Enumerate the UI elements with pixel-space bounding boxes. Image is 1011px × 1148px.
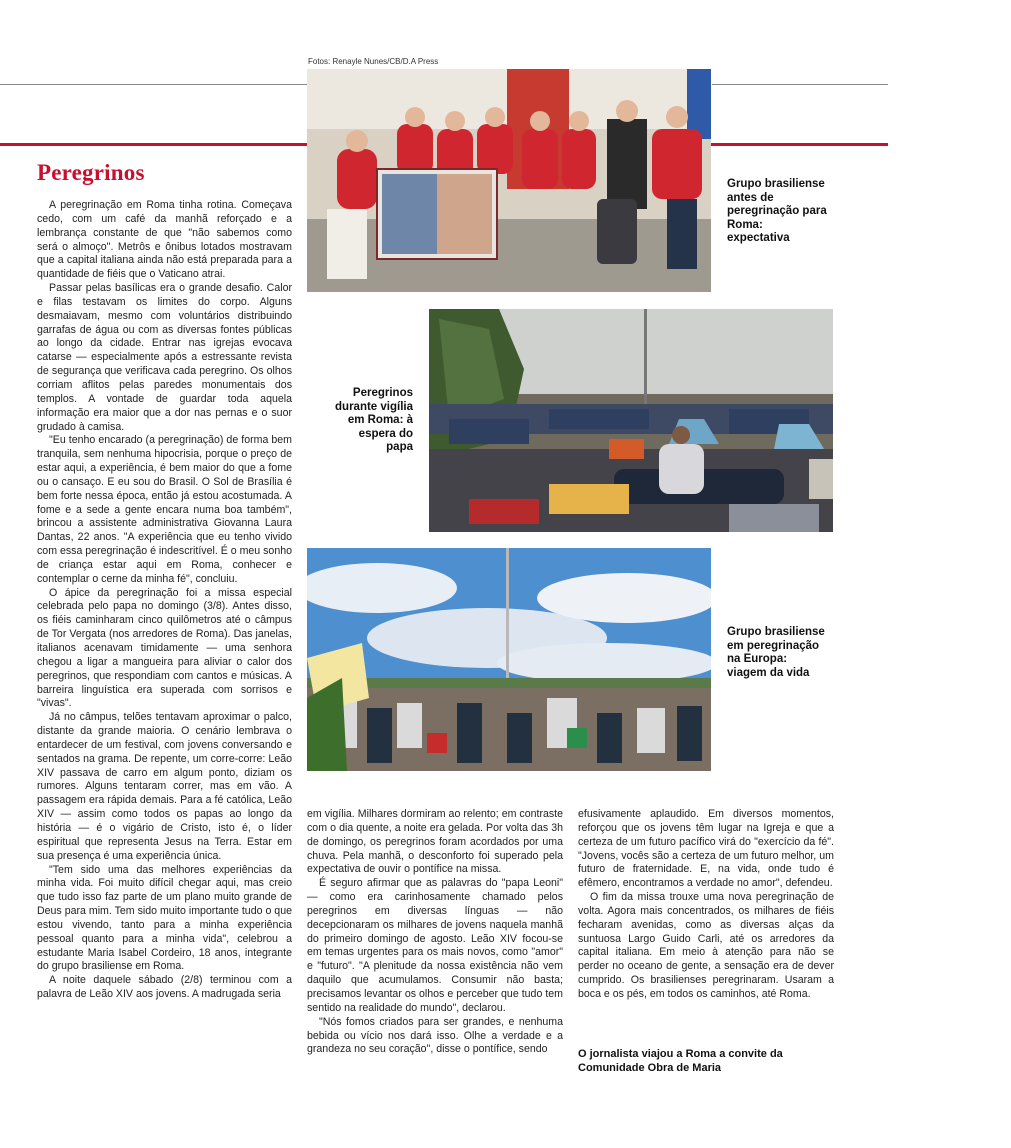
header-gray-rule-right xyxy=(712,84,888,85)
column-1-paragraph: A noite daquele sábado (2/8) terminou com a palavra de Leão XIV aos jovens. A madrugada seria xyxy=(37,974,292,1001)
column-1-paragraph: Já no câmpus, telões tentavam aproximar o palco, distante da grande maioria. O cenário lembrava o entardecer de um festival, com jovens conversando e sentados na grama. De repente, um corre-corre: Leão XIV passava de carro em algum ponto, diziam os rumores. Alguns tentaram correr, mas em vão. A passagem era rápida demais. Para a fé católica, Leão XIV — assim como todos os papas ao longo da história — é o vigário de Cristo, isto é, o líder espiritual que representa Jesus na Terra. Estar em sua presença é uma experiência única. xyxy=(37,711,292,862)
column-1-paragraph: "Eu tenho encarado (a peregrinação) de forma bem tranquila, sem nenhuma hipocrisia, porque o preço de estar aqui, a experiência, é bem maior do que a fome ou o cansaço. E eu sou do Brasil. O Sol de Brasília é bem forte nessa época, então já estou acostumada. A fome e a sede a gente encara numa boa também", brincou a assistente administrativa Giovanna Laura Dantas, 22 anos. "A experiência que eu tenho vivido com essa peregrinação é indescritível. É o meu sonho de criança estar aqui em Roma, conhecer e contemplar o cerne da minha fé", concluiu. xyxy=(37,434,292,585)
column-2-paragraph: "Nós fomos criados para ser grandes, e nenhuma bebida ou vício nos dará isso. Olhe a verdade e a grandeza no seu coração", disse o pontífice, sendo xyxy=(307,1015,563,1056)
caption-photo-2: Peregrinos durante vigília em Roma: à espera do papa xyxy=(335,387,413,453)
photo-vigil-camp xyxy=(429,309,833,532)
column-2-paragraph: É seguro afirmar que as palavras do "papa Leoni" — como era carinhosamente chamado pelos peregrinos em diversas línguas — não decepcionaram os milhares de jovens naquela manhã do primeiro domingo de agosto. Leão XIV focou-se em temas urgentes para os mais novos, como "amor" e "futuro". "A plenitude da nossa existência não vem daquilo que acumulamos. Consumir não basta; precisamos levantar os olhos e perceber que tudo tem sentido na realidade do mundo", declarou. xyxy=(307,877,563,1014)
photo-crowd-mass xyxy=(307,548,711,771)
column-3-paragraph: efusivamente aplaudido. Em diversos momentos, reforçou que os jovens têm lugar na Igreja e que a certeza de um futuro pacífico virá do "exercício da fé". "Jovens, vocês são a certeza de um futuro melhor, um futuro de fraternidade. E, na vida, onde tudo é efêmero, encontramos a verdade no amor", defendeu. xyxy=(578,808,834,890)
caption-photo-3: Grupo brasiliense em peregrinação na Europa: viagem da vida xyxy=(727,626,825,679)
photo-group-airport xyxy=(307,69,711,292)
header-gray-rule-left xyxy=(0,84,308,85)
column-1-paragraph: Passar pelas basílicas era o grande desafio. Calor e filas testavam os limites do corpo. Alguns desmaiavam, mesmo com voluntários distribuindo garrafas de água ou com as diversas fontes públicas ao longo da cidade. Entrar nas igrejas evocava catarse — especialmente após a estressante revista de segurança que verificava cada peregrino. Os olhos corriam aflitos pelas paredes monumentais dos templos. A vontade de guardar toda aquela informação era maior que a dor nas pernas e o suor grudado à camisa. xyxy=(37,282,292,433)
column-2-paragraph: em vigília. Milhares dormiram ao relento; em contraste com o dia quente, a noite era gelada. Por volta das 3h de domingo, os peregrinos foram acordados por uma chuva. Pela manhã, o desconforto foi superado pela expectativa de ouvir o pontífice na missa. xyxy=(307,808,563,876)
caption-photo-1: Grupo brasiliense antes de peregrinação para Roma: expectativa xyxy=(727,178,827,244)
article-column-1 xyxy=(37,199,292,1002)
photo-credit: Fotos: Renayle Nunes/CB/D.A Press xyxy=(308,57,439,66)
article-column-2 xyxy=(307,808,563,1057)
column-3-paragraph: O fim da missa trouxe uma nova peregrinação de volta. Agora mais concentrados, os milhares de fiéis fecharam avenidas, como as diversas alças da suntuosa Largo Guido Carli, até os arredores da capital italiana. Em meio à atenção para não se perder no oceano de gente, a sensação era de dever cumprido. Os brasilienses peregrinaram. Usaram a boca e os pés, em todos os caminhos, até Roma. xyxy=(578,891,834,1000)
author-note: O jornalista viajou a Roma a convite da Comunidade Obra de Maria xyxy=(578,1048,783,1074)
column-1-paragraph: "Tem sido uma das melhores experiências da minha vida. Foi muito difícil chegar aqui, mas creio que tudo isso faz parte de um plano muito grande de Deus para mim. Tem sido muito importante tudo o que estou vivendo, tanto para a minha experiência pessoal quanto para a minha vida", celebrou a estudante Maria Isabel Cordeiro, 18 anos, integrante do grupo brasiliense em Roma. xyxy=(37,863,292,973)
column-1-paragraph: O ápice da peregrinação foi a missa especial celebrada pelo papa no domingo (3/8). Antes disso, os fiéis caminharam cinco quilômetros até o câmpus de Tor Vergata (nos arredores de Roma). Das janelas, italianos acenavam timidamente — uma senhora chegou a ligar a mangueira para aliviar o calor dos peregrinos, que respondiam com cantos e músicas. A barreira linguística era superada com sorrisos e "vivas". xyxy=(37,586,292,710)
article-headline: Peregrinos xyxy=(37,160,145,185)
column-1-paragraph: A peregrinação em Roma tinha rotina. Começava cedo, com um café da manhã reforçado e a lembrança constante de que "não sabemos como será o almoço". Metrôs e ônibus lotados mostravam que a capital italiana ainda não está preparada para a quantidade de fiéis que o Vaticano atrai. xyxy=(37,199,292,281)
article-column-3 xyxy=(578,808,834,1002)
